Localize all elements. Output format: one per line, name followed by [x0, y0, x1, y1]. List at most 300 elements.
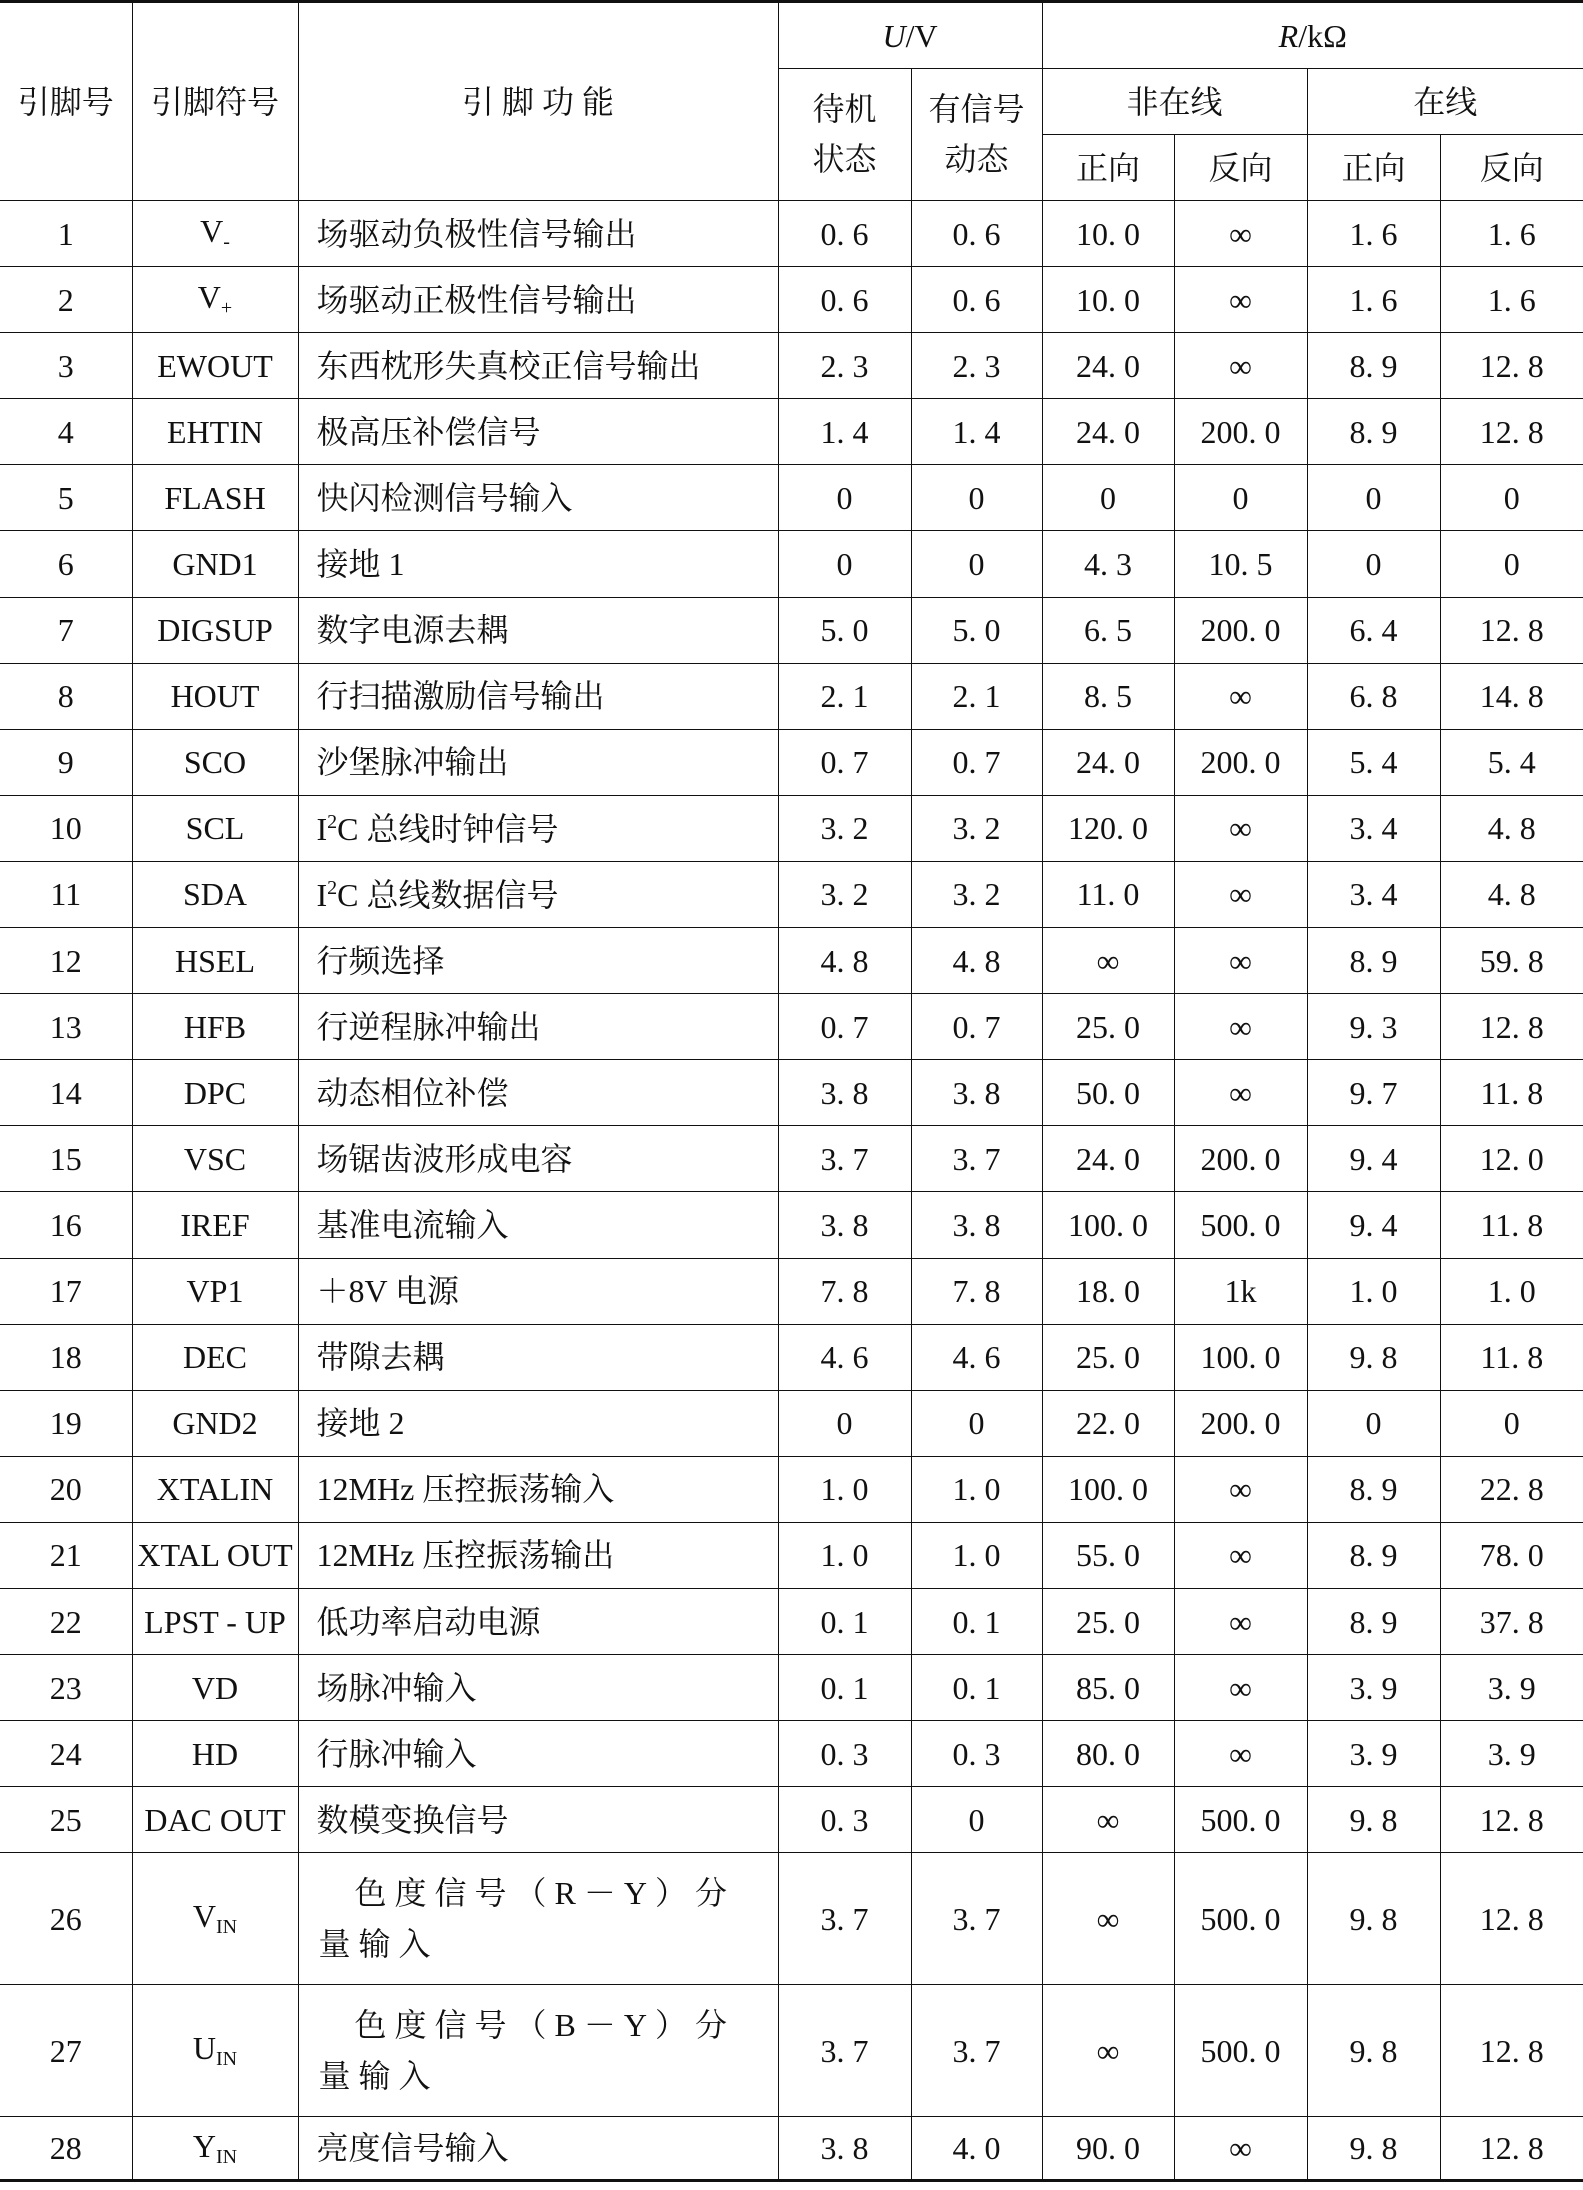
- cell-u-signal: 0: [911, 465, 1042, 531]
- resistance-unit: /kΩ: [1298, 17, 1347, 54]
- cell-r-offline-forward: 0: [1042, 465, 1174, 531]
- cell-pin-symbol: [132, 1258, 298, 1324]
- header-voltage-group: [778, 2, 1042, 69]
- cell-pin-function: [298, 333, 778, 399]
- cell-u-standby: 0. 6: [778, 201, 911, 267]
- cell-r-online-reverse: 3. 9: [1440, 1655, 1583, 1721]
- symbol-text: GND1: [172, 546, 258, 583]
- cell-r-offline-forward: 90. 0: [1042, 2117, 1174, 2181]
- function-text: 场驱动正极性信号输出: [316, 281, 637, 318]
- cell-pin-no: 7: [0, 597, 132, 663]
- cell-r-offline-forward: ∞: [1042, 1985, 1174, 2117]
- cell-pin-function: [298, 2117, 778, 2181]
- cell-pin-no: 25: [0, 1787, 132, 1853]
- cell-pin-function: [298, 1588, 778, 1654]
- cell-u-signal: 3. 2: [911, 861, 1042, 927]
- cell-pin-symbol: [132, 1985, 298, 2117]
- cell-pin-symbol: [132, 1456, 298, 1522]
- cell-pin-no: 13: [0, 994, 132, 1060]
- symbol-text: V: [200, 213, 224, 250]
- cell-r-offline-forward: 10. 0: [1042, 201, 1174, 267]
- function-prefix: I: [316, 810, 328, 847]
- cell-r-offline-reverse: 500. 0: [1174, 1787, 1307, 1853]
- cell-pin-symbol: [132, 994, 298, 1060]
- cell-r-online-forward: 1. 6: [1307, 201, 1440, 267]
- cell-r-offline-reverse: ∞: [1174, 201, 1307, 267]
- cell-pin-no: 11: [0, 861, 132, 927]
- cell-r-offline-forward: 25. 0: [1042, 994, 1174, 1060]
- symbol-text: FLASH: [164, 479, 266, 516]
- function-text: 12MHz 压控振荡输入: [316, 1471, 615, 1508]
- cell-pin-symbol: [132, 1390, 298, 1456]
- table-row: [0, 1787, 1583, 1853]
- cell-u-signal: 3. 8: [911, 1060, 1042, 1126]
- cell-r-online-forward: 5. 4: [1307, 729, 1440, 795]
- cell-r-offline-forward: 11. 0: [1042, 861, 1174, 927]
- cell-u-signal: 0. 6: [911, 267, 1042, 333]
- voltage-symbol: U: [882, 17, 906, 54]
- cell-u-standby: 2. 1: [778, 663, 911, 729]
- cell-u-standby: 0. 3: [778, 1787, 911, 1853]
- header-online: 在线: [1307, 69, 1583, 135]
- cell-r-online-forward: 8. 9: [1307, 1588, 1440, 1654]
- cell-r-online-reverse: 12. 8: [1440, 1787, 1583, 1853]
- cell-pin-function: [298, 399, 778, 465]
- cell-pin-function: [298, 465, 778, 531]
- cell-r-online-forward: 9. 8: [1307, 1853, 1440, 1985]
- cell-r-online-reverse: 3. 9: [1440, 1721, 1583, 1787]
- header-offline-reverse: 反向: [1174, 135, 1307, 201]
- symbol-text: V: [197, 279, 221, 316]
- table-row: [0, 1522, 1583, 1588]
- cell-u-signal: 4. 0: [911, 2117, 1042, 2181]
- cell-pin-function: [298, 928, 778, 994]
- symbol-text: DPC: [183, 1074, 247, 1111]
- function-text: 东西枕形失真校正信号输出: [316, 347, 701, 384]
- cell-u-standby: 0. 1: [778, 1588, 911, 1654]
- table-row: [0, 201, 1583, 267]
- cell-u-standby: 4. 6: [778, 1324, 911, 1390]
- cell-pin-function: [298, 1787, 778, 1853]
- cell-pin-no: 26: [0, 1853, 132, 1985]
- cell-u-signal: 0. 7: [911, 994, 1042, 1060]
- cell-pin-symbol: [132, 861, 298, 927]
- cell-r-offline-forward: 18. 0: [1042, 1258, 1174, 1324]
- cell-u-signal: 0. 1: [911, 1588, 1042, 1654]
- cell-pin-no: 16: [0, 1192, 132, 1258]
- cell-r-offline-reverse: ∞: [1174, 1060, 1307, 1126]
- cell-r-online-forward: 3. 4: [1307, 795, 1440, 861]
- cell-r-offline-forward: 85. 0: [1042, 1655, 1174, 1721]
- table-row: [0, 1655, 1583, 1721]
- function-superscript: 2: [327, 810, 338, 833]
- function-text: 行脉冲输入: [316, 1735, 477, 1772]
- cell-r-offline-reverse: 500. 0: [1174, 1853, 1307, 1985]
- cell-r-offline-forward: ∞: [1042, 1853, 1174, 1985]
- cell-r-online-forward: 6. 8: [1307, 663, 1440, 729]
- cell-u-signal: 0. 7: [911, 729, 1042, 795]
- cell-pin-no: 4: [0, 399, 132, 465]
- cell-u-standby: 0: [778, 1390, 911, 1456]
- cell-r-offline-reverse: 500. 0: [1174, 1985, 1307, 2117]
- cell-r-offline-forward: 100. 0: [1042, 1456, 1174, 1522]
- cell-r-online-reverse: 12. 8: [1440, 1853, 1583, 1985]
- cell-r-offline-forward: 24. 0: [1042, 399, 1174, 465]
- cell-r-offline-forward: 8. 5: [1042, 663, 1174, 729]
- cell-u-standby: 3. 7: [778, 1126, 911, 1192]
- cell-r-offline-forward: 120. 0: [1042, 795, 1174, 861]
- cell-pin-function: [298, 663, 778, 729]
- table-row: [0, 994, 1583, 1060]
- cell-u-signal: 0: [911, 1787, 1042, 1853]
- cell-pin-no: 8: [0, 663, 132, 729]
- function-text: 基准电流输入: [316, 1206, 509, 1243]
- cell-pin-function: [298, 201, 778, 267]
- cell-r-online-forward: 3. 9: [1307, 1721, 1440, 1787]
- cell-r-online-reverse: 12. 8: [1440, 333, 1583, 399]
- symbol-text: SCO: [183, 744, 247, 781]
- cell-pin-symbol: [132, 201, 298, 267]
- cell-r-offline-reverse: ∞: [1174, 267, 1307, 333]
- cell-u-standby: 0. 7: [778, 994, 911, 1060]
- cell-u-standby: 0. 3: [778, 1721, 911, 1787]
- cell-r-offline-forward: 10. 0: [1042, 267, 1174, 333]
- cell-r-online-reverse: 12. 8: [1440, 399, 1583, 465]
- symbol-text: HFB: [183, 1008, 247, 1045]
- cell-pin-symbol: [132, 1853, 298, 1985]
- cell-pin-no: 12: [0, 928, 132, 994]
- cell-pin-symbol: [132, 1787, 298, 1853]
- cell-u-standby: 3. 7: [778, 1985, 911, 2117]
- cell-pin-function: [298, 597, 778, 663]
- cell-u-signal: 3. 7: [911, 1126, 1042, 1192]
- symbol-subscript: IN: [216, 1916, 238, 1939]
- function-text: C 总线时钟信号: [337, 810, 559, 847]
- cell-u-standby: 4. 8: [778, 928, 911, 994]
- resistance-symbol: R: [1278, 17, 1299, 54]
- cell-r-offline-reverse: ∞: [1174, 2117, 1307, 2181]
- cell-u-standby: 3. 2: [778, 861, 911, 927]
- cell-r-online-forward: 8. 9: [1307, 928, 1440, 994]
- cell-pin-no: 10: [0, 795, 132, 861]
- cell-u-standby: 0. 6: [778, 267, 911, 333]
- cell-pin-no: 18: [0, 1324, 132, 1390]
- cell-pin-no: 23: [0, 1655, 132, 1721]
- symbol-text: XTAL OUT: [137, 1537, 293, 1574]
- cell-pin-function: [298, 1060, 778, 1126]
- cell-u-standby: 1. 0: [778, 1522, 911, 1588]
- cell-pin-function: [298, 1456, 778, 1522]
- cell-pin-symbol: [132, 1721, 298, 1787]
- cell-pin-symbol: [132, 1060, 298, 1126]
- cell-r-online-forward: 9. 3: [1307, 994, 1440, 1060]
- symbol-text: HD: [191, 1735, 239, 1772]
- cell-r-online-reverse: 78. 0: [1440, 1522, 1583, 1588]
- table-row: [0, 333, 1583, 399]
- cell-r-online-forward: 3. 4: [1307, 861, 1440, 927]
- cell-r-online-forward: 0: [1307, 1390, 1440, 1456]
- cell-pin-function: [298, 1192, 778, 1258]
- cell-pin-function: [298, 994, 778, 1060]
- function-text: 亮度信号输入: [316, 2130, 509, 2167]
- cell-r-online-reverse: 11. 8: [1440, 1192, 1583, 1258]
- cell-pin-no: 15: [0, 1126, 132, 1192]
- cell-u-standby: 3. 2: [778, 795, 911, 861]
- cell-r-online-forward: 9. 7: [1307, 1060, 1440, 1126]
- function-text: 行扫描激励信号输出: [316, 678, 605, 715]
- table-row: [0, 597, 1583, 663]
- cell-r-online-forward: 9. 8: [1307, 1985, 1440, 2117]
- cell-pin-no: 28: [0, 2117, 132, 2181]
- function-text: 动态相位补偿: [316, 1074, 509, 1111]
- cell-r-online-reverse: 12. 8: [1440, 2117, 1583, 2181]
- cell-pin-function: [298, 1390, 778, 1456]
- cell-u-standby: 7. 8: [778, 1258, 911, 1324]
- cell-u-standby: 1. 0: [778, 1456, 911, 1522]
- header-online-reverse: 反向: [1440, 135, 1583, 201]
- table-row: [0, 1985, 1583, 2117]
- cell-r-online-forward: 0: [1307, 465, 1440, 531]
- cell-pin-function: [298, 861, 778, 927]
- cell-u-signal: 2. 1: [911, 663, 1042, 729]
- cell-r-offline-reverse: ∞: [1174, 1655, 1307, 1721]
- cell-pin-symbol: [132, 663, 298, 729]
- symbol-text: LPST - UP: [144, 1603, 286, 1640]
- table-row: [0, 531, 1583, 597]
- symbol-text: HOUT: [170, 678, 260, 715]
- cell-u-signal: 2. 3: [911, 333, 1042, 399]
- cell-r-offline-reverse: 100. 0: [1174, 1324, 1307, 1390]
- cell-pin-function: [298, 1655, 778, 1721]
- table-row: [0, 1456, 1583, 1522]
- cell-u-signal: 5. 0: [911, 597, 1042, 663]
- header-online-forward: 正向: [1307, 135, 1440, 201]
- cell-r-offline-forward: 24. 0: [1042, 729, 1174, 795]
- cell-r-offline-reverse: ∞: [1174, 1456, 1307, 1522]
- cell-pin-symbol: [132, 1655, 298, 1721]
- cell-r-offline-reverse: ∞: [1174, 663, 1307, 729]
- function-superscript: 2: [327, 876, 338, 899]
- cell-pin-symbol: [132, 531, 298, 597]
- cell-r-offline-reverse: ∞: [1174, 1721, 1307, 1787]
- cell-pin-no: 5: [0, 465, 132, 531]
- function-text: 接地 2: [316, 1405, 405, 1442]
- cell-u-signal: 0. 1: [911, 1655, 1042, 1721]
- cell-pin-function: [298, 729, 778, 795]
- cell-pin-symbol: [132, 597, 298, 663]
- cell-pin-no: 27: [0, 1985, 132, 2117]
- table-row: [0, 465, 1583, 531]
- cell-r-offline-reverse: 10. 5: [1174, 531, 1307, 597]
- symbol-text: DAC OUT: [144, 1801, 286, 1838]
- function-text: 行逆程脉冲输出: [316, 1008, 541, 1045]
- symbol-text: DIGSUP: [157, 612, 273, 649]
- cell-pin-function: [298, 795, 778, 861]
- cell-pin-function: [298, 1126, 778, 1192]
- cell-r-offline-reverse: ∞: [1174, 928, 1307, 994]
- cell-pin-no: 19: [0, 1390, 132, 1456]
- symbol-text: EHTIN: [167, 413, 263, 450]
- cell-pin-function: [298, 267, 778, 333]
- table-row: [0, 1060, 1583, 1126]
- cell-r-online-forward: 9. 8: [1307, 2117, 1440, 2181]
- table-row: [0, 663, 1583, 729]
- cell-pin-no: 22: [0, 1588, 132, 1654]
- cell-u-signal: 1. 0: [911, 1456, 1042, 1522]
- cell-r-offline-forward: 22. 0: [1042, 1390, 1174, 1456]
- cell-pin-symbol: [132, 729, 298, 795]
- function-text: 行频选择: [316, 942, 445, 979]
- cell-pin-symbol: [132, 267, 298, 333]
- cell-u-signal: 0. 3: [911, 1721, 1042, 1787]
- cell-pin-symbol: [132, 1522, 298, 1588]
- cell-r-online-reverse: 5. 4: [1440, 729, 1583, 795]
- cell-r-offline-forward: 25. 0: [1042, 1324, 1174, 1390]
- cell-r-offline-reverse: 500. 0: [1174, 1192, 1307, 1258]
- function-text: 低功率启动电源: [316, 1603, 541, 1640]
- function-text: 极高压补偿信号: [316, 413, 541, 450]
- cell-pin-function: [298, 1985, 778, 2117]
- cell-r-online-forward: 8. 9: [1307, 1456, 1440, 1522]
- cell-r-online-forward: 1. 0: [1307, 1258, 1440, 1324]
- header-resistance-group: [1042, 2, 1583, 69]
- table-row: [0, 1853, 1583, 1985]
- function-text: 场锯齿波形成电容: [316, 1140, 573, 1177]
- cell-r-offline-reverse: ∞: [1174, 795, 1307, 861]
- cell-pin-symbol: [132, 399, 298, 465]
- cell-r-online-reverse: 12. 0: [1440, 1126, 1583, 1192]
- table-row: [0, 729, 1583, 795]
- cell-pin-symbol: [132, 1192, 298, 1258]
- cell-pin-symbol: [132, 2117, 298, 2181]
- cell-u-standby: 3. 7: [778, 1853, 911, 1985]
- cell-pin-symbol: [132, 795, 298, 861]
- header-pin-function: 引 脚 功 能: [298, 2, 778, 201]
- cell-r-online-reverse: 12. 8: [1440, 994, 1583, 1060]
- cell-u-signal: 0: [911, 1390, 1042, 1456]
- cell-r-online-forward: 8. 9: [1307, 333, 1440, 399]
- cell-r-online-reverse: 4. 8: [1440, 795, 1583, 861]
- symbol-text: EWOUT: [157, 347, 273, 384]
- table-row: [0, 1258, 1583, 1324]
- symbol-text: SCL: [185, 810, 245, 847]
- cell-u-standby: 3. 8: [778, 1060, 911, 1126]
- cell-r-offline-forward: ∞: [1042, 1787, 1174, 1853]
- cell-u-standby: 0. 1: [778, 1655, 911, 1721]
- cell-r-online-reverse: 12. 8: [1440, 1985, 1583, 2117]
- table-row: [0, 267, 1583, 333]
- header-offline: 非在线: [1042, 69, 1307, 135]
- cell-pin-no: 1: [0, 201, 132, 267]
- table-row: [0, 399, 1583, 465]
- function-text: 场驱动负极性信号输出: [316, 215, 637, 252]
- cell-r-offline-reverse: 200. 0: [1174, 597, 1307, 663]
- table-row: [0, 1390, 1583, 1456]
- cell-r-online-forward: 8. 9: [1307, 1522, 1440, 1588]
- cell-u-signal: 3. 7: [911, 1985, 1042, 2117]
- symbol-text: HSEL: [175, 942, 255, 979]
- cell-u-standby: 1. 4: [778, 399, 911, 465]
- cell-pin-no: 3: [0, 333, 132, 399]
- cell-pin-symbol: [132, 1126, 298, 1192]
- symbol-subscript: +: [220, 297, 233, 320]
- cell-pin-no: 24: [0, 1721, 132, 1787]
- symbol-text: IREF: [180, 1206, 250, 1243]
- cell-u-signal: 3. 7: [911, 1853, 1042, 1985]
- cell-r-online-reverse: 14. 8: [1440, 663, 1583, 729]
- cell-r-online-reverse: 0: [1440, 531, 1583, 597]
- cell-pin-no: 14: [0, 1060, 132, 1126]
- cell-u-standby: 0: [778, 531, 911, 597]
- symbol-text: Y: [192, 2127, 216, 2164]
- cell-r-offline-forward: 100. 0: [1042, 1192, 1174, 1258]
- cell-pin-no: 17: [0, 1258, 132, 1324]
- cell-u-signal: 0: [911, 531, 1042, 597]
- cell-pin-symbol: [132, 928, 298, 994]
- cell-r-online-reverse: 11. 8: [1440, 1060, 1583, 1126]
- cell-pin-no: 20: [0, 1456, 132, 1522]
- cell-r-offline-reverse: 200. 0: [1174, 399, 1307, 465]
- cell-r-offline-reverse: 0: [1174, 465, 1307, 531]
- function-text: 场脉冲输入: [316, 1669, 477, 1706]
- table-body: [0, 201, 1583, 2181]
- table-row: [0, 1192, 1583, 1258]
- symbol-text: VSC: [183, 1140, 247, 1177]
- cell-r-online-forward: 3. 9: [1307, 1655, 1440, 1721]
- cell-r-offline-forward: 24. 0: [1042, 1126, 1174, 1192]
- cell-r-offline-reverse: 200. 0: [1174, 729, 1307, 795]
- cell-r-online-reverse: 4. 8: [1440, 861, 1583, 927]
- table-row: [0, 2117, 1583, 2181]
- cell-pin-symbol: [132, 465, 298, 531]
- cell-pin-no: 21: [0, 1522, 132, 1588]
- header-pin-symbol: 引脚符号: [132, 2, 298, 201]
- function-text: 数模变换信号: [316, 1801, 509, 1838]
- cell-r-offline-reverse: ∞: [1174, 1522, 1307, 1588]
- cell-r-online-reverse: 11. 8: [1440, 1324, 1583, 1390]
- cell-u-signal: 4. 8: [911, 928, 1042, 994]
- cell-pin-symbol: [132, 333, 298, 399]
- cell-u-standby: 3. 8: [778, 2117, 911, 2181]
- cell-r-online-forward: 0: [1307, 531, 1440, 597]
- cell-r-online-reverse: 1. 6: [1440, 267, 1583, 333]
- cell-u-signal: 1. 0: [911, 1522, 1042, 1588]
- function-text: 色度信号（R－Y）分量输入: [318, 1874, 735, 1962]
- cell-pin-no: 2: [0, 267, 132, 333]
- cell-u-signal: 4. 6: [911, 1324, 1042, 1390]
- cell-r-offline-forward: 4. 3: [1042, 531, 1174, 597]
- symbol-text: V: [192, 1898, 216, 1935]
- header-signal: 有信号 动态: [911, 69, 1042, 201]
- cell-u-signal: 7. 8: [911, 1258, 1042, 1324]
- symbol-text: DEC: [183, 1339, 247, 1376]
- cell-pin-function: [298, 1324, 778, 1390]
- cell-r-offline-reverse: ∞: [1174, 333, 1307, 399]
- cell-r-online-reverse: 59. 8: [1440, 928, 1583, 994]
- cell-r-online-forward: 9. 4: [1307, 1192, 1440, 1258]
- cell-r-online-reverse: 1. 6: [1440, 201, 1583, 267]
- cell-r-offline-forward: 25. 0: [1042, 1588, 1174, 1654]
- cell-r-online-reverse: 22. 8: [1440, 1456, 1583, 1522]
- cell-r-offline-reverse: ∞: [1174, 994, 1307, 1060]
- cell-pin-function: [298, 1853, 778, 1985]
- symbol-text: GND2: [172, 1405, 258, 1442]
- cell-r-offline-forward: 24. 0: [1042, 333, 1174, 399]
- cell-r-offline-reverse: 1k: [1174, 1258, 1307, 1324]
- cell-u-standby: 5. 0: [778, 597, 911, 663]
- cell-r-offline-forward: 80. 0: [1042, 1721, 1174, 1787]
- function-text: C 总线数据信号: [337, 876, 559, 913]
